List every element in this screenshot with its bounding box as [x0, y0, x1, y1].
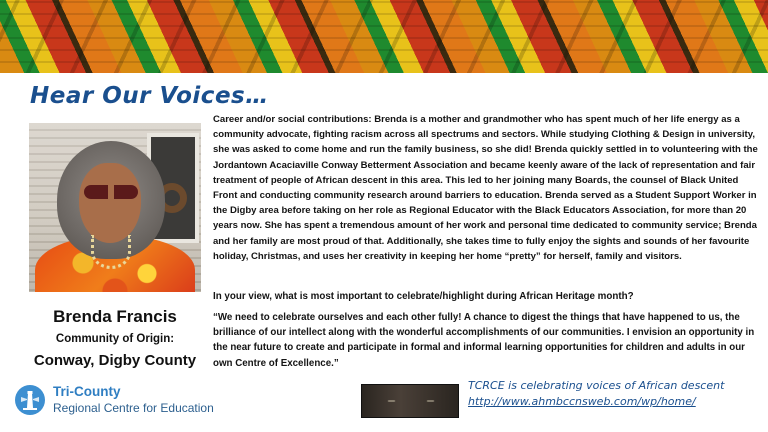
- kente-banner: [0, 0, 768, 73]
- logo-title: Tri-County: [53, 384, 121, 399]
- contributions-paragraph: Career and/or social contributions: Brenda is a mother and grandmother who has spent much of her life energy as a community advocate, fighting racism across all spectrums and sectors. While studying Clothing & Design in university, she was asked to come home and run the family business, so she did! Brenda quickly settled in to volunteering with the Jordantown Acaciaville Conway Betterment Association and became keenly aware of the lack of representation and fair treatment of people of African descent in this area. This led to her joining many Boards, the counsel of Black United Front and conducting community research around barriers to education. Brenda served as a Student Support Worker in the Digby area before taking on her role as Regional Educator with the Black Educators Association, for more than 20 years now. She has spent a tremendous amount of her work and personal time dedicated to community service; Brenda and her family are most proud of that. Additionally, she takes time to fully enjoy the sights and sounds of her favourite holiday, Christmas, and uses her creativity in keeping her home “pretty” for herself, family and visitors.: [213, 114, 758, 262]
- photo-necklace: [91, 235, 131, 269]
- celebrating-caption: TCRCE is celebrating voices of African descent: [468, 379, 725, 392]
- photo-face: [79, 163, 141, 243]
- tri-county-logo: [15, 383, 215, 419]
- question-text: In your view, what is most important to celebrate/highlight during African Heritage month?: [213, 291, 634, 302]
- website-link[interactable]: http://www.ahmbccnsweb.com/wp/home/: [468, 395, 696, 408]
- origin-label: Community of Origin:: [55, 333, 175, 345]
- lighthouse-icon: [15, 385, 45, 415]
- origin-value: Conway, Digby County: [33, 352, 197, 369]
- photo-glasses: [84, 185, 138, 199]
- quote-text: “We need to celebrate ourselves and each other fully! A chance to digest the things that have happened to us, the brilliance of our intellect along with the wonderful accomplishments of our communities. I envision an opportunity in the near future to create and participate in formal and informal learning opportunities for children and adults in our own Centre of Excellence.”: [213, 312, 755, 369]
- page-heading: Hear Our Voices…: [30, 83, 269, 109]
- profile-photo: [29, 123, 201, 292]
- poster-eyes: [372, 396, 450, 406]
- logo-subtitle: Regional Centre for Education: [53, 401, 214, 415]
- heritage-poster-thumbnail[interactable]: [361, 384, 459, 418]
- profile-name: Brenda Francis: [53, 307, 177, 326]
